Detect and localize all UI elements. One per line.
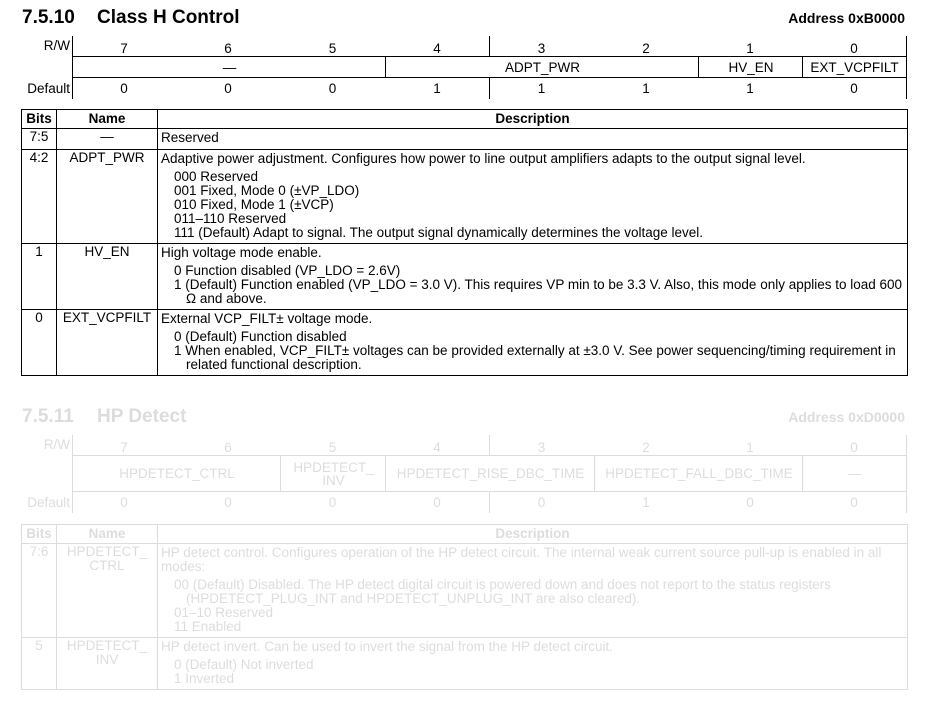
row-name: HV_EN bbox=[57, 244, 158, 310]
table-header-row bbox=[22, 525, 908, 544]
table-header-row bbox=[22, 110, 908, 129]
bit-number: 1 bbox=[746, 41, 754, 56]
column-header: Bits bbox=[22, 110, 57, 129]
default-value: 0 bbox=[328, 495, 337, 510]
row-description bbox=[158, 129, 908, 150]
bit-number: 2 bbox=[642, 440, 650, 455]
field-hpdetect-fall-dbc-time: HPDETECT_FALL_DBC_TIME bbox=[594, 455, 803, 492]
column-header: Description bbox=[158, 525, 908, 544]
description-title: Adaptive power adjustment. Configures how power to line output amplifiers adapts to the output signal level. bbox=[161, 151, 806, 166]
section-title: Class H Control bbox=[97, 7, 240, 28]
description-title: HP detect control. Configures operation of the HP detect circuit. The internal weak current source pull-up is enabled in all modes: bbox=[161, 545, 882, 574]
row-bits: 5 bbox=[22, 638, 57, 690]
row-bits: 4:2 bbox=[22, 150, 57, 244]
option-line: 000 Reserved bbox=[174, 169, 259, 184]
table-row bbox=[22, 544, 908, 638]
row-description bbox=[158, 244, 908, 310]
default-value: 0 bbox=[746, 495, 754, 510]
row-name: HPDETECT_ CTRL bbox=[57, 544, 158, 638]
row-name: ADPT_PWR bbox=[57, 150, 158, 244]
row-bits: 7:5 bbox=[22, 129, 57, 150]
row-bits: 7:6 bbox=[22, 544, 57, 638]
bit-number: 3 bbox=[537, 41, 546, 56]
description-title: High voltage mode enable. bbox=[161, 245, 322, 260]
field-hpdetect-inv: HPDETECT_ INV bbox=[280, 455, 386, 492]
option-line: 1 When enabled, VCP_FILT± voltages can be provided externally at ±3.0 V. See power sequencing/timing requirement in related functional description. bbox=[174, 343, 896, 372]
default-value: 0 bbox=[328, 81, 337, 96]
field-ext-vcpfilt: EXT_VCPFILT bbox=[802, 56, 907, 78]
field-reserved: — bbox=[802, 455, 907, 492]
bit-number: 3 bbox=[537, 440, 546, 455]
row-bits: 0 bbox=[22, 310, 57, 376]
register-description-table bbox=[21, 524, 908, 690]
section-number: 7.5.11 bbox=[22, 406, 74, 427]
row-name: HPDETECT_ INV bbox=[57, 638, 158, 690]
default-value: 1 bbox=[433, 81, 441, 96]
rw-label: R/W bbox=[43, 38, 70, 53]
option-line: 0 (Default) Not inverted bbox=[174, 657, 314, 672]
default-value: 1 bbox=[746, 81, 754, 96]
table-row bbox=[22, 638, 908, 690]
option-line: 01–10 Reserved bbox=[174, 605, 274, 620]
rw-label: R/W bbox=[43, 437, 70, 452]
bit-number: 4 bbox=[433, 41, 441, 56]
register-description-table bbox=[21, 109, 908, 376]
register-address: Address 0xB0000 bbox=[788, 10, 905, 26]
default-value: 0 bbox=[850, 81, 858, 96]
description-title: External VCP_FILT± voltage mode. bbox=[161, 311, 373, 326]
section-title: HP Detect bbox=[97, 406, 187, 427]
default-value: 1 bbox=[642, 495, 650, 510]
default-value: 0 bbox=[224, 81, 232, 96]
description-title: Reserved bbox=[161, 130, 219, 145]
row-description bbox=[158, 310, 908, 376]
row-description bbox=[158, 638, 908, 690]
default-value: 1 bbox=[537, 81, 546, 96]
default-value: 0 bbox=[850, 495, 858, 510]
bit-number: 7 bbox=[120, 41, 128, 56]
bit-number: 6 bbox=[224, 440, 232, 455]
default-label: Default bbox=[27, 81, 70, 96]
column-header: Bits bbox=[22, 525, 57, 544]
bit-number: 4 bbox=[433, 440, 441, 455]
option-line: 1 Inverted bbox=[174, 671, 235, 686]
bit-number: 2 bbox=[642, 41, 650, 56]
column-header: Name bbox=[57, 525, 158, 544]
column-header: Description bbox=[158, 110, 908, 129]
option-line: 011–110 Reserved bbox=[174, 211, 287, 226]
default-value: 0 bbox=[433, 495, 441, 510]
option-line: 111 (Default) Adapt to signal. The output signal dynamically determines the voltage level. bbox=[174, 225, 704, 240]
bit-number: 6 bbox=[224, 41, 232, 56]
description-title: HP detect invert. Can be used to invert the signal from the HP detect circuit. bbox=[161, 639, 613, 654]
field-hpdetect-ctrl: HPDETECT_CTRL bbox=[72, 455, 281, 492]
row-bits: 1 bbox=[22, 244, 57, 310]
default-value: 0 bbox=[120, 495, 128, 510]
bit-number: 7 bbox=[120, 440, 128, 455]
bit-number: 5 bbox=[328, 440, 337, 455]
bit-number: 0 bbox=[850, 440, 858, 455]
field-reserved: — bbox=[72, 56, 386, 78]
field-adpt-pwr: ADPT_PWR bbox=[385, 56, 699, 78]
section-number: 7.5.10 bbox=[22, 7, 75, 28]
option-line: 0 Function disabled (VP_LDO = 2.6V) bbox=[174, 263, 401, 278]
default-value: 0 bbox=[224, 495, 232, 510]
section-heading bbox=[22, 7, 240, 29]
row-description bbox=[158, 544, 908, 638]
default-label: Default bbox=[27, 495, 70, 510]
option-line: 00 (Default) Disabled. The HP detect digital circuit is powered down and does not report to the status registers (HPDETECT_PLUG_INT and HPDETECT_UNPLUG_INT are also cleared). bbox=[174, 577, 831, 606]
option-line: 0 (Default) Function disabled bbox=[174, 329, 347, 344]
register-address: Address 0xD0000 bbox=[788, 409, 905, 425]
table-row bbox=[22, 150, 908, 244]
bit-number: 1 bbox=[746, 440, 754, 455]
default-value: 0 bbox=[537, 495, 546, 510]
table-row bbox=[22, 310, 908, 376]
bit-number: 0 bbox=[850, 41, 858, 56]
bit-number: 5 bbox=[328, 41, 337, 56]
field-hv-en: HV_EN bbox=[698, 56, 803, 78]
row-description bbox=[158, 150, 908, 244]
default-value: 0 bbox=[120, 81, 128, 96]
field-hpdetect-rise-dbc-time: HPDETECT_RISE_DBC_TIME bbox=[385, 455, 595, 492]
table-row bbox=[22, 244, 908, 310]
default-value: 1 bbox=[642, 81, 650, 96]
column-header: Name bbox=[57, 110, 158, 129]
option-line: 001 Fixed, Mode 0 (±VP_LDO) bbox=[174, 183, 360, 198]
option-line: 010 Fixed, Mode 1 (±VCP) bbox=[174, 197, 334, 212]
row-name: EXT_VCPFILT bbox=[57, 310, 158, 376]
option-line: 1 (Default) Function enabled (VP_LDO = 3.0 V). This requires VP min to be 3.3 V. Also, this mode only applies to load 600 Ω and above. bbox=[174, 277, 903, 306]
table-row bbox=[22, 129, 908, 150]
option-line: 11 Enabled bbox=[174, 619, 242, 634]
row-name: — bbox=[57, 129, 158, 150]
section-heading bbox=[22, 406, 186, 428]
